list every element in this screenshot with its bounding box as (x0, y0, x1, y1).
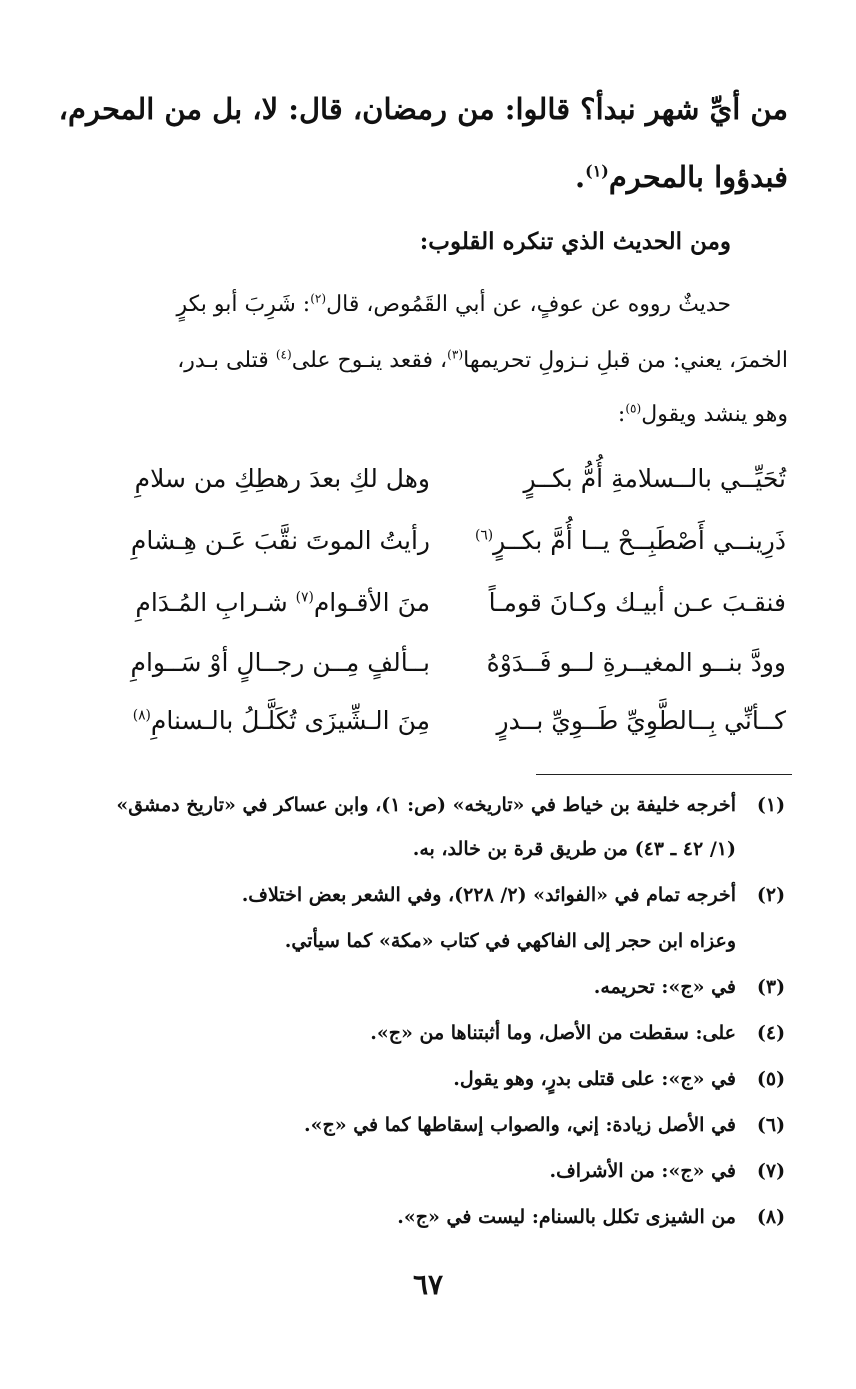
verse-2-left (80, 526, 430, 566)
verse-4-left-text: بــألفٍ مِــن رجــالٍ أوْ سَــوامِ (130, 648, 430, 677)
footnote-separator (536, 774, 792, 775)
body-line-2-c: قتلى بـدر، (177, 348, 276, 373)
footnote-7-text: في «ج»: من الأشراف. (549, 1160, 736, 1182)
verse-5-right (426, 706, 786, 746)
footnote-2-text: أخرجه تمام في «الفوائد» (٢/ ٢٢٨)، وفي الشعر بعض اختلاف. (241, 884, 736, 906)
body-line-2-b: ، فقعد ينـوح على (291, 348, 448, 373)
footnote-ref-5: (٥) (625, 401, 642, 416)
verse-3-right-text: فنقـبَ عـن أبيـك وكـانَ قومـاً (488, 588, 786, 617)
footnote-6 (62, 1114, 792, 1146)
verse-2-left-text: رأيتُ الموتَ نقَّبَ عَـن هِـشامِ (130, 526, 430, 555)
footnote-2-number: (٢) (756, 884, 786, 906)
body-line-1-a: حديثٌ رووه عن عوفٍ، عن أبي القَمُوص، قال (326, 292, 731, 317)
footnote-ref-3: (٣) (447, 347, 464, 362)
verse-1-right (426, 464, 786, 504)
footnote-8-text: من الشيزى تكلل بالسنام: ليست في «ج». (397, 1206, 736, 1228)
verse-3-right (426, 588, 786, 628)
footnote-5 (62, 1068, 792, 1100)
verse-2-right (426, 526, 786, 566)
text-line-2-body: فبدؤوا بالمحرم (608, 160, 788, 194)
text-line-2-end: . (575, 160, 586, 194)
body-line-3-a: وهو ينشد ويقول (641, 402, 788, 427)
footnote-2-continuation: وعزاه ابن حجر إلى الفاكهي في كتاب «مكة» كما سيأتي. (284, 930, 736, 952)
text-line-2 (70, 160, 788, 194)
footnote-ref-6: (٦) (475, 527, 494, 544)
footnote-8 (62, 1206, 792, 1238)
verse-2-right-text: ذَرِينــي أَصْطَبِــحْ يــا أُمَّ بكــرٍ (493, 526, 786, 555)
footnote-7-number: (٧) (756, 1160, 786, 1182)
body-line-1 (70, 292, 731, 317)
footnote-5-number: (٥) (756, 1068, 786, 1090)
body-line-2-a: الخمرَ، يعني: من قبلِ نـزولِ تحريمها (463, 348, 788, 373)
page-number: ٦٧ (412, 1268, 444, 1301)
footnote-1-continuation: (١/ ٤٢ ـ ٤٣) من طريق قرة بن خالد، به. (412, 838, 736, 860)
verse-4-left (80, 648, 430, 688)
footnote-ref-7: (٧) (295, 589, 314, 606)
footnote-4-text: على: سقطت من الأصل، وما أثبتناها من «ج». (370, 1022, 736, 1044)
verse-3-left (80, 588, 430, 628)
footnote-5-text: في «ج»: على قتلى بدرٍ، وهو يقول. (453, 1068, 736, 1090)
verse-5-left-text: مِنَ الـشِّيزَى تُكَلَّـلُ بالـسنامِ (150, 706, 430, 735)
verse-1-left (80, 464, 430, 504)
body-line-3-b: : (617, 402, 626, 427)
footnote-1 (62, 794, 792, 826)
footnote-6-number: (٦) (756, 1114, 786, 1136)
verse-5-left (80, 706, 430, 746)
verse-3-left-end: شـرابِ المُـدَامِ (135, 588, 296, 617)
footnote-ref-2: (٢) (310, 291, 327, 306)
verse-5-right-text: كــأنِّي بِــالطَّوِيِّ طَــوِيِّ بــدرٍ (496, 706, 786, 735)
verse-1-left-text: وهل لكِ بعدَ رهطِكِ من سلامِ (134, 464, 430, 493)
verse-4-right-text: وودَّ بنــو المغيــرةِ لــو فَــدَوْهُ (486, 648, 786, 677)
footnote-ref-8: (٨) (132, 707, 151, 724)
verse-3-left-text: منَ الأقـوام (313, 588, 430, 617)
footnote-3-number: (٣) (756, 976, 786, 998)
verse-4-right (426, 648, 786, 688)
footnote-3-text: في «ج»: تحريمه. (593, 976, 736, 998)
footnote-8-number: (٨) (756, 1206, 786, 1228)
verse-1-right-text: تُحَيِّــي بالــسلامةِ أُمُّ بكــرٍ (523, 464, 786, 493)
section-heading: ومن الحديث الذي تنكره القلوب: (419, 228, 731, 255)
footnote-ref-4: (٤) (275, 347, 292, 362)
footnote-4 (62, 1022, 792, 1054)
footnote-1-number: (١) (756, 794, 786, 816)
body-line-2 (70, 348, 788, 373)
footnote-6-text: في الأصل زيادة: إني، والصواب إسقاطها كما في «ج». (303, 1114, 736, 1136)
footnote-4-number: (٤) (756, 1022, 786, 1044)
footnote-7 (62, 1160, 792, 1192)
body-line-1-b: : شَرِبَ أبو بكرٍ (176, 292, 311, 317)
footnote-ref-1: (١) (585, 161, 609, 181)
footnote-1-text: أخرجه خليفة بن خياط في «تاريخه» (ص: ١)، وابن عساكر في «تاريخ دمشق» (116, 794, 736, 816)
body-line-3 (70, 402, 788, 427)
footnote-2 (62, 884, 792, 916)
footnote-3 (62, 976, 792, 1008)
text-line-1: من أيِّ شهر نبدأ؟ قالوا: من رمضان، قال: لا، بل من المحرم، (58, 92, 788, 126)
